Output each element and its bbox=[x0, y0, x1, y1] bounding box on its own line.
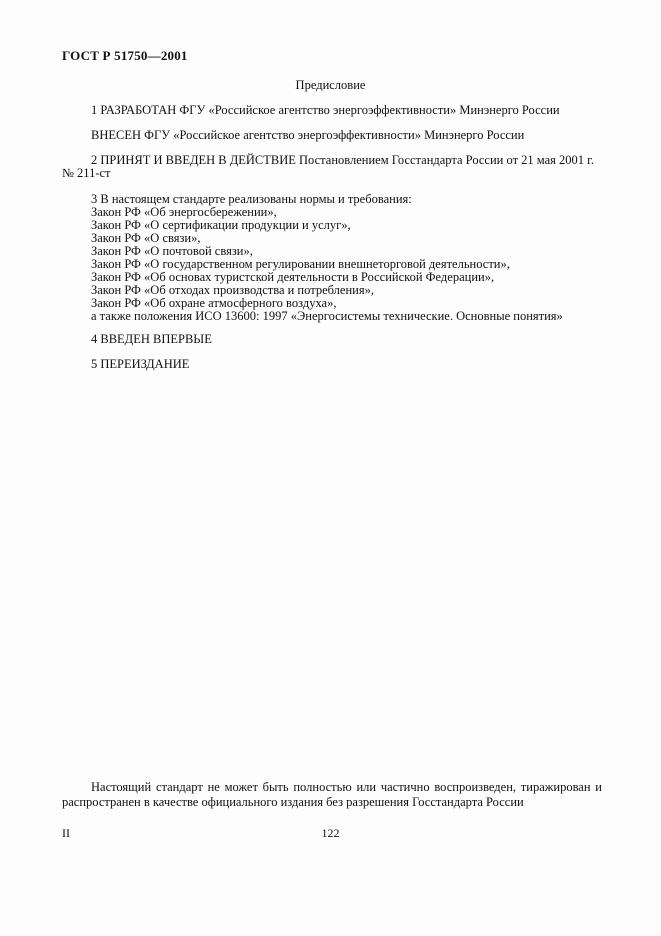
item-5-reissue: 5 ПЕРЕИЗДАНИЕ bbox=[91, 357, 190, 371]
page-number: 122 bbox=[321, 826, 340, 840]
item-2-adopted bbox=[62, 154, 602, 180]
item-2-line-1: 2 ПРИНЯТ И ВВЕДЕН В ДЕЙСТВИЕ Постановлением Госстандарта России от 21 мая 2001 г. bbox=[91, 153, 594, 167]
item-1-developed: 1 РАЗРАБОТАН ФГУ «Российское агентство энергоэффективности» Минэнерго России bbox=[91, 103, 560, 117]
notice-line-1: Настоящий стандарт не может быть полностью или частично воспроизведен, тиражирован и bbox=[91, 780, 602, 794]
standard-header: ГОСТ Р 51750—2001 bbox=[62, 48, 188, 63]
list-item: Закон РФ «О связи», bbox=[91, 231, 201, 245]
laws-list bbox=[91, 206, 611, 323]
copyright-notice bbox=[62, 780, 602, 810]
preface-title: Предисловие bbox=[295, 78, 366, 92]
list-item: а также положения ИСО 13600: 1997 «Энергосистемы технические. Основные понятия» bbox=[91, 309, 563, 323]
list-item: Закон РФ «Об охране атмосферного воздуха», bbox=[91, 296, 337, 310]
list-item: Закон РФ «Об основах туристской деятельности в Российской Федерации», bbox=[91, 270, 495, 284]
item-1-submitted: ВНЕСЕН ФГУ «Российское агентство энергоэффективности» Минэнерго России bbox=[91, 128, 525, 142]
list-item: Закон РФ «О почтовой связи», bbox=[91, 244, 253, 258]
list-item: Закон РФ «Об отходах производства и потребления», bbox=[91, 283, 374, 297]
notice-line-2: распространен в качестве официального издания без разрешения Госстандарта России bbox=[62, 795, 524, 809]
item-4-first-introduced: 4 ВВЕДЕН ВПЕРВЫЕ bbox=[91, 332, 212, 346]
item-3-intro: 3 В настоящем стандарте реализованы нормы и требования: bbox=[91, 192, 412, 206]
list-item: Закон РФ «О сертификации продукции и услуг», bbox=[91, 218, 351, 232]
item-2-line-2: № 211-ст bbox=[62, 166, 111, 180]
list-item: Закон РФ «О государственном регулировании внешнеторговой деятельности», bbox=[91, 257, 510, 271]
roman-page-number: II bbox=[62, 826, 70, 840]
list-item: Закон РФ «Об энергосбережении», bbox=[91, 205, 277, 219]
